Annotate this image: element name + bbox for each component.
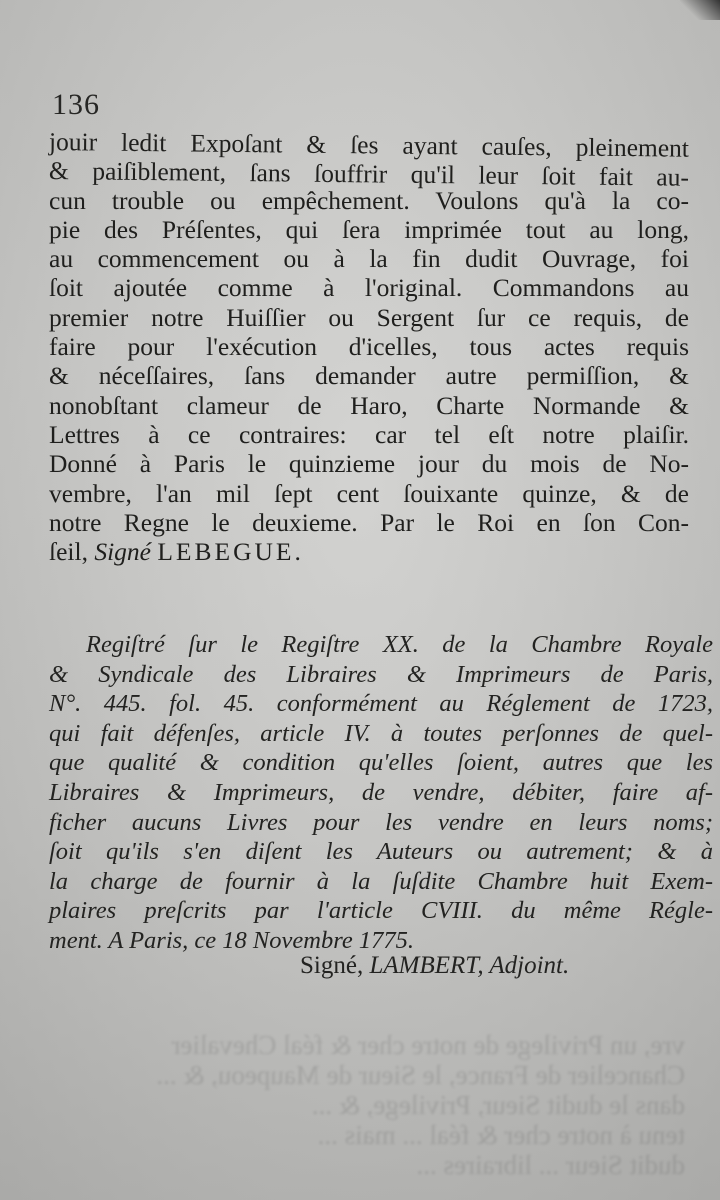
text-line: ſoit qu'ils s'en diſent les Auteurs ou autrement; & à [49, 838, 713, 866]
text-line: ſoit ajoutée comme à l'original. Commandons au [49, 273, 689, 303]
text-line: vembre, l'an mil ſept cent ſouixante quinze, & de [49, 478, 689, 508]
bleed-line: tenu à notre cher & féal ... mais ... [317, 1120, 685, 1150]
bleed-line: Chancelier de France, le Sieur de Maupeou, & ... [156, 1060, 685, 1090]
text-line: Donné à Paris le quinzieme jour du mois de No- [49, 449, 689, 479]
bleed-line: dudit Sieur ... libraires ... [416, 1150, 685, 1180]
text-line: que qualité & condition qu'elles ſoient, autres que les [49, 749, 713, 777]
signoff-prefix: Signé, [300, 952, 370, 979]
text-line: qui fait défenſes, article IV. à toutes perſonnes de quel- [49, 719, 713, 747]
text-fragment: ſeil, [49, 537, 95, 567]
text-line: & paiſiblement, ſans ſouffrir qu'il leur ſoit fait au- [48, 156, 690, 192]
text-line: premier notre Huiſſier ou Sergent ſur ce requis, de [49, 302, 689, 332]
text-line: ficher aucuns Livres pour les vendre en leurs noms; [49, 808, 713, 836]
text-line: nonobſtant clameur de Haro, Charte Normande & [49, 390, 689, 420]
signe-label: Signé [94, 537, 151, 567]
text-line: Lettres à ce contraires: car tel eſt notre plaiſir. [49, 419, 689, 449]
text-line: Libraires & Imprimeurs, de vendre, débiter, faire af- [49, 778, 713, 806]
text-line-signature [49, 537, 689, 566]
page-number: 136 [52, 88, 100, 121]
registration-paragraph [49, 630, 713, 956]
text-line: notre Regne le deuxieme. Par le Roi en ſon Con- [49, 507, 689, 537]
page-corner-shadow [680, 0, 720, 20]
body-text [49, 127, 689, 566]
registration-signoff [300, 952, 569, 980]
text-line: Regiſtré ſur le Regiſtre XX. de la Chambre Royale [86, 631, 713, 658]
text-line: ment. A Paris, ce 18 Novembre 1775. [49, 926, 414, 954]
bleed-line: dans le dudit Sieur, Privilege, & ... [311, 1090, 685, 1120]
bleed-through-text [45, 1030, 685, 1180]
text-line: pie des Préſentes, qui ſera imprimée tout au long, [49, 214, 689, 244]
signoff-title: , Adjoint. [477, 952, 570, 979]
signoff-name: LAMBERT [369, 952, 478, 979]
signatory-name: LEBEGUE. [157, 537, 304, 567]
text-line: faire pour l'exécution d'icelles, tous actes requis [49, 332, 689, 362]
text-line: & néceſſaires, ſans demander autre permiſſion, & [49, 361, 689, 391]
text-line: la charge de fournir à la ſuſdite Chambre huit Exem- [49, 867, 713, 895]
text-line: jouir ledit Expoſant & ſes ayant cauſes, pleinement [48, 127, 690, 163]
bleed-line: vre, un Privilege de notre cher & féal Chevalier [171, 1030, 685, 1060]
text-line: cun trouble ou empêchement. Voulons qu'à la co- [49, 185, 689, 215]
text-line: N°. 445. fol. 45. conformément au Réglement de 1723, [49, 690, 713, 718]
text-line: au commencement ou à la fin dudit Ouvrage, foi [49, 244, 689, 274]
text-line: & Syndicale des Libraires & Imprimeurs de Paris, [49, 660, 713, 688]
text-line: plaires preſcrits par l'article CVIII. du même Régle- [49, 897, 713, 925]
